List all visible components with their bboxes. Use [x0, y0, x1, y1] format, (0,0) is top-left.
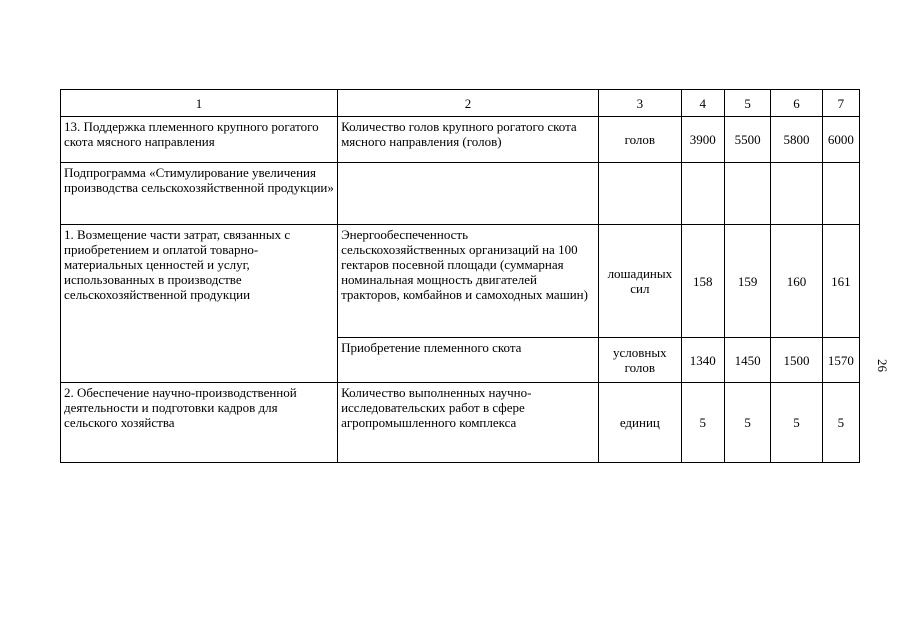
measure-cell: 1. Возмещение части затрат, связанных с приобретением и оплатой товарно-материальных ценностей и услуг, использованных в производстве сельскохозяйственной продукции: [61, 225, 338, 383]
empty-cell: [681, 163, 724, 225]
table-row-cattle: [61, 117, 860, 163]
value-cell: 160: [771, 225, 822, 338]
value-cell: 1500: [771, 338, 822, 383]
header-row: [61, 90, 860, 117]
empty-cell: [338, 163, 599, 225]
value-cell: 5: [681, 383, 724, 463]
unit-cell: голов: [599, 117, 682, 163]
header-cell-7: 7: [822, 90, 859, 117]
empty-cell: [822, 163, 859, 225]
empty-cell: [599, 163, 682, 225]
indicator-cell: Энергообеспеченность сельскохозяйственных организаций на 100 гектаров посевной площади (суммарная номинальная мощность двигателей тракторов, комбайнов и самоходных машин): [338, 225, 599, 338]
header-cell-6: 6: [771, 90, 822, 117]
header-cell-1: 1: [61, 90, 338, 117]
empty-cell: [724, 163, 770, 225]
unit-cell: условных голов: [599, 338, 682, 383]
value-cell: 158: [681, 225, 724, 338]
indicators-table: [60, 89, 860, 463]
table-row-research: [61, 383, 860, 463]
unit-cell: единиц: [599, 383, 682, 463]
header-cell-4: 4: [681, 90, 724, 117]
indicator-cell: Количество выполненных научно-исследовательских работ в сфере агропромышленного комплекса: [338, 383, 599, 463]
value-cell: 5500: [724, 117, 770, 163]
measure-cell: 2. Обеспечение научно-производственной деятельности и подготовки кадров для сельского хозяйства: [61, 383, 338, 463]
indicator-cell: Количество голов крупного рогатого скота мясного направления (голов): [338, 117, 599, 163]
value-cell: 1570: [822, 338, 859, 383]
value-cell: 5800: [771, 117, 822, 163]
value-cell: 1450: [724, 338, 770, 383]
value-cell: 5: [771, 383, 822, 463]
value-cell: 3900: [681, 117, 724, 163]
subprogram-title-cell: Подпрограмма «Стимулирование увеличения производства сельскохозяйственной продукции»: [61, 163, 338, 225]
table-row-subprogram: [61, 163, 860, 225]
value-cell: 5: [822, 383, 859, 463]
empty-cell: [771, 163, 822, 225]
header-cell-3: 3: [599, 90, 682, 117]
value-cell: 161: [822, 225, 859, 338]
indicator-cell: Приобретение племенного скота: [338, 338, 599, 383]
value-cell: 1340: [681, 338, 724, 383]
value-cell: 159: [724, 225, 770, 338]
table-row-compensation: [61, 225, 860, 338]
unit-cell: лошадиных сил: [599, 225, 682, 338]
header-cell-5: 5: [724, 90, 770, 117]
measure-cell: 13. Поддержка племенного крупного рогатого скота мясного направления: [61, 117, 338, 163]
page-number: 26: [875, 359, 890, 372]
value-cell: 5: [724, 383, 770, 463]
value-cell: 6000: [822, 117, 859, 163]
header-cell-2: 2: [338, 90, 599, 117]
